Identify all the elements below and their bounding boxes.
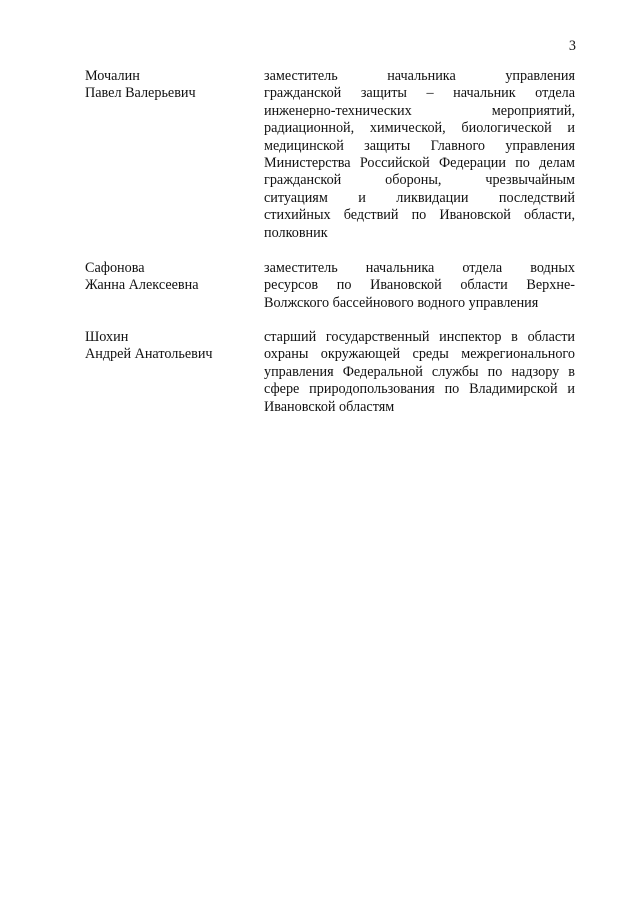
member-name [85, 329, 255, 364]
position-line: Министерства Российской Федерации по делам [264, 155, 575, 172]
member-given-names: Павел Валерьевич [85, 85, 196, 102]
member-entry [85, 68, 577, 243]
member-given-names: Андрей Анатольевич [85, 346, 213, 363]
position-line: ситуациям и ликвидации последствий [264, 189, 575, 206]
position-line: ресурсов по Ивановской области Верхне- [264, 277, 575, 294]
member-entry [85, 329, 577, 419]
member-surname: Шохин [85, 329, 129, 345]
position-line: старший государственный инспектор в области [264, 329, 575, 345]
member-position [264, 329, 575, 416]
member-entry [85, 260, 577, 320]
position-line: гражданской защиты – начальник отдела [264, 85, 575, 102]
position-line: стихийных бедствий по Ивановской области, [264, 207, 575, 224]
position-line: Ивановской областям [264, 398, 395, 415]
position-line: управления Федеральной службы по надзору в [264, 363, 575, 380]
member-surname: Сафонова [85, 260, 145, 276]
member-position [264, 260, 575, 312]
position-line: заместитель начальника отдела водных [264, 260, 575, 276]
member-name [85, 68, 255, 103]
position-line: радиационной, химической, биологической и [264, 120, 575, 137]
position-line: Волжского бассейнового водного управления [264, 294, 539, 311]
position-line: сфере природопользования по Владимирской и [264, 381, 575, 398]
page-number: 3 [568, 38, 576, 54]
position-line: медицинской защиты Главного управления [264, 137, 575, 154]
position-line: полковник [264, 224, 328, 241]
position-line: гражданской обороны, чрезвычайным [264, 172, 575, 189]
position-line: инженерно-технических мероприятий, [264, 102, 575, 119]
position-line: охраны окружающей среды межрегионального [264, 346, 575, 363]
member-given-names: Жанна Алексеевна [85, 277, 199, 294]
member-surname: Мочалин [85, 68, 140, 84]
member-name [85, 260, 255, 295]
position-line: заместитель начальника управления [264, 68, 575, 84]
member-position [264, 68, 575, 242]
